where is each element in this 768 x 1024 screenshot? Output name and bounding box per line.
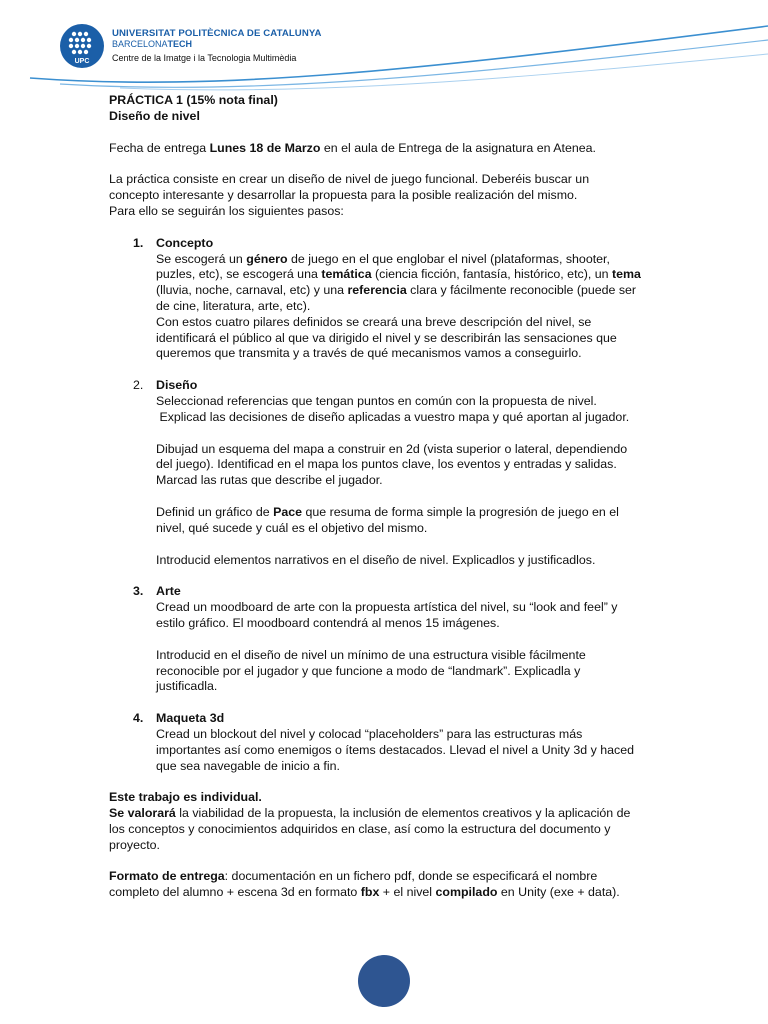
upc-logo [60, 24, 104, 68]
page-marker-circle [358, 955, 410, 1007]
text-line: identificará el público al que va dirigido el nivel y se describirán las sensaciones que [156, 330, 617, 345]
list-title: Diseño [156, 378, 198, 393]
university-name: UNIVERSITAT POLITÈCNICA DE CATALUNYA [112, 28, 322, 39]
text-line: proyecto. [109, 837, 160, 852]
text-line: Marcad las rutas que describe el jugador. [156, 473, 383, 488]
text-line: que sea navegable de inicio a fin. [156, 758, 340, 773]
format-line: completo del alumno + escena 3d en formato fbx + el nivel compilado en Unity (exe + data). [109, 885, 620, 900]
delivery-post: en el aula de Entrega de la asignatura en Atenea. [320, 140, 596, 155]
text-line: Introducid en el diseño de nivel un mínimo de una estructura visible fácilmente [156, 647, 586, 662]
text-line: Con estos cuatro pilares definidos se creará una breve descripción del nivel, se [156, 314, 592, 329]
text-line: Dibujad un esquema del mapa a construir en 2d (vista superior o lateral, dependiendo [156, 441, 628, 456]
text-line: importantes así como enemigos o ítems destacados. Llevad el nivel a Unity 3d y haced [156, 742, 634, 757]
list-item-arte [109, 584, 649, 695]
text-line: Explicad las decisiones de diseño aplicadas a vuestro mapa y qué aportan al jugador. [156, 409, 630, 424]
logo-text: UPC [74, 58, 90, 65]
list-number: 4. [133, 711, 144, 726]
intro-line: concepto interesante y desarrollar la propuesta para la posible realización del mismo. [109, 188, 578, 203]
list-title: Maqueta 3d [156, 711, 225, 726]
text-line: justificadla. [156, 679, 218, 694]
text-line: de cine, literatura, arte, etc). [156, 298, 311, 313]
text-line: (lluvia, noche, carnaval, etc) y una referencia clara y fácilmente reconocible (puede ser [156, 283, 637, 298]
university-sub [112, 39, 322, 50]
intro-line: La práctica consiste en crear un diseño de nivel de juego funcional. Deberéis buscar un [109, 172, 590, 187]
text-line: Cread un moodboard de arte con la propuesta artística del nivel, su “look and feel” y [156, 600, 618, 615]
individual-note: Este trabajo es individual. [109, 790, 262, 805]
text-line: del juego). Identificad en el mapa los puntos clave, los eventos y entradas y salidas. [156, 457, 617, 472]
university-text [112, 28, 322, 65]
doc-subtitle [109, 109, 649, 125]
text-line: puzles, etc), se escogerá una temática (ciencia ficción, fantasía, histórico, etc), un tema [156, 267, 641, 282]
document-body [109, 93, 649, 901]
list-item-diseno [109, 378, 649, 568]
delivery-date [109, 141, 649, 157]
delivery-pre: Fecha de entrega [109, 140, 210, 155]
doc-title [109, 93, 649, 109]
text-line: Introducid elementos narrativos en el diseño de nivel. Explicadlos y justificadlos. [156, 552, 596, 567]
list-title: Concepto [156, 235, 214, 250]
text-line: reconocible por el jugador y que funcione a modo de “landmark”. Explicadla y [156, 663, 581, 678]
university-sub-a: BARCELONA [112, 39, 168, 49]
text-line: Se escogerá un género de juego en el que englobar el nivel (plataformas, shooter, [156, 251, 610, 266]
title-line-2: Diseño de nivel [109, 108, 200, 123]
intro-line: Para ello se seguirán los siguientes pasos: [109, 203, 344, 218]
list-title: Arte [156, 584, 181, 599]
page-header [0, 0, 768, 92]
text-line: Cread un blockout del nivel y colocad “placeholders” para las estructuras más [156, 726, 583, 741]
format-line: Formato de entrega: documentación en un fichero pdf, donde se especificará el nombre [109, 869, 598, 884]
list-item-concepto [109, 236, 649, 362]
delivery-date-value: Lunes 18 de Marzo [209, 140, 321, 155]
list-item-maqueta [109, 711, 649, 774]
list-number: 2. [133, 378, 144, 393]
text-line: queremos que transmita y a través de qué mecanismos vamos a conseguirlo. [156, 346, 582, 361]
text-line: los conceptos y conocimientos adquiridos en clase, así como la estructura del documento y [109, 821, 611, 836]
text-line: Definid un gráfico de Pace que resuma de forma simple la progresión de juego en el [156, 504, 619, 519]
text-line: Se valorará la viabilidad de la propuesta, la inclusión de elementos creativos y la aplicación de [109, 806, 631, 821]
text-line: estilo gráfico. El moodboard contendrá al menos 15 imágenes. [156, 615, 500, 630]
title-line-1: PRÁCTICA 1 (15% nota final) [109, 93, 278, 107]
centre-name: Centre de la Imatge i la Tecnologia Multimèdia [112, 53, 297, 63]
text-line: nivel, qué sucede y cuál es el objetivo del mismo. [156, 520, 428, 535]
text-line: Seleccionad referencias que tengan puntos en común con la propuesta de nivel. [156, 393, 597, 408]
list-number: 1. [133, 235, 144, 250]
list-number: 3. [133, 584, 144, 599]
university-sub-b: TECH [167, 39, 193, 49]
